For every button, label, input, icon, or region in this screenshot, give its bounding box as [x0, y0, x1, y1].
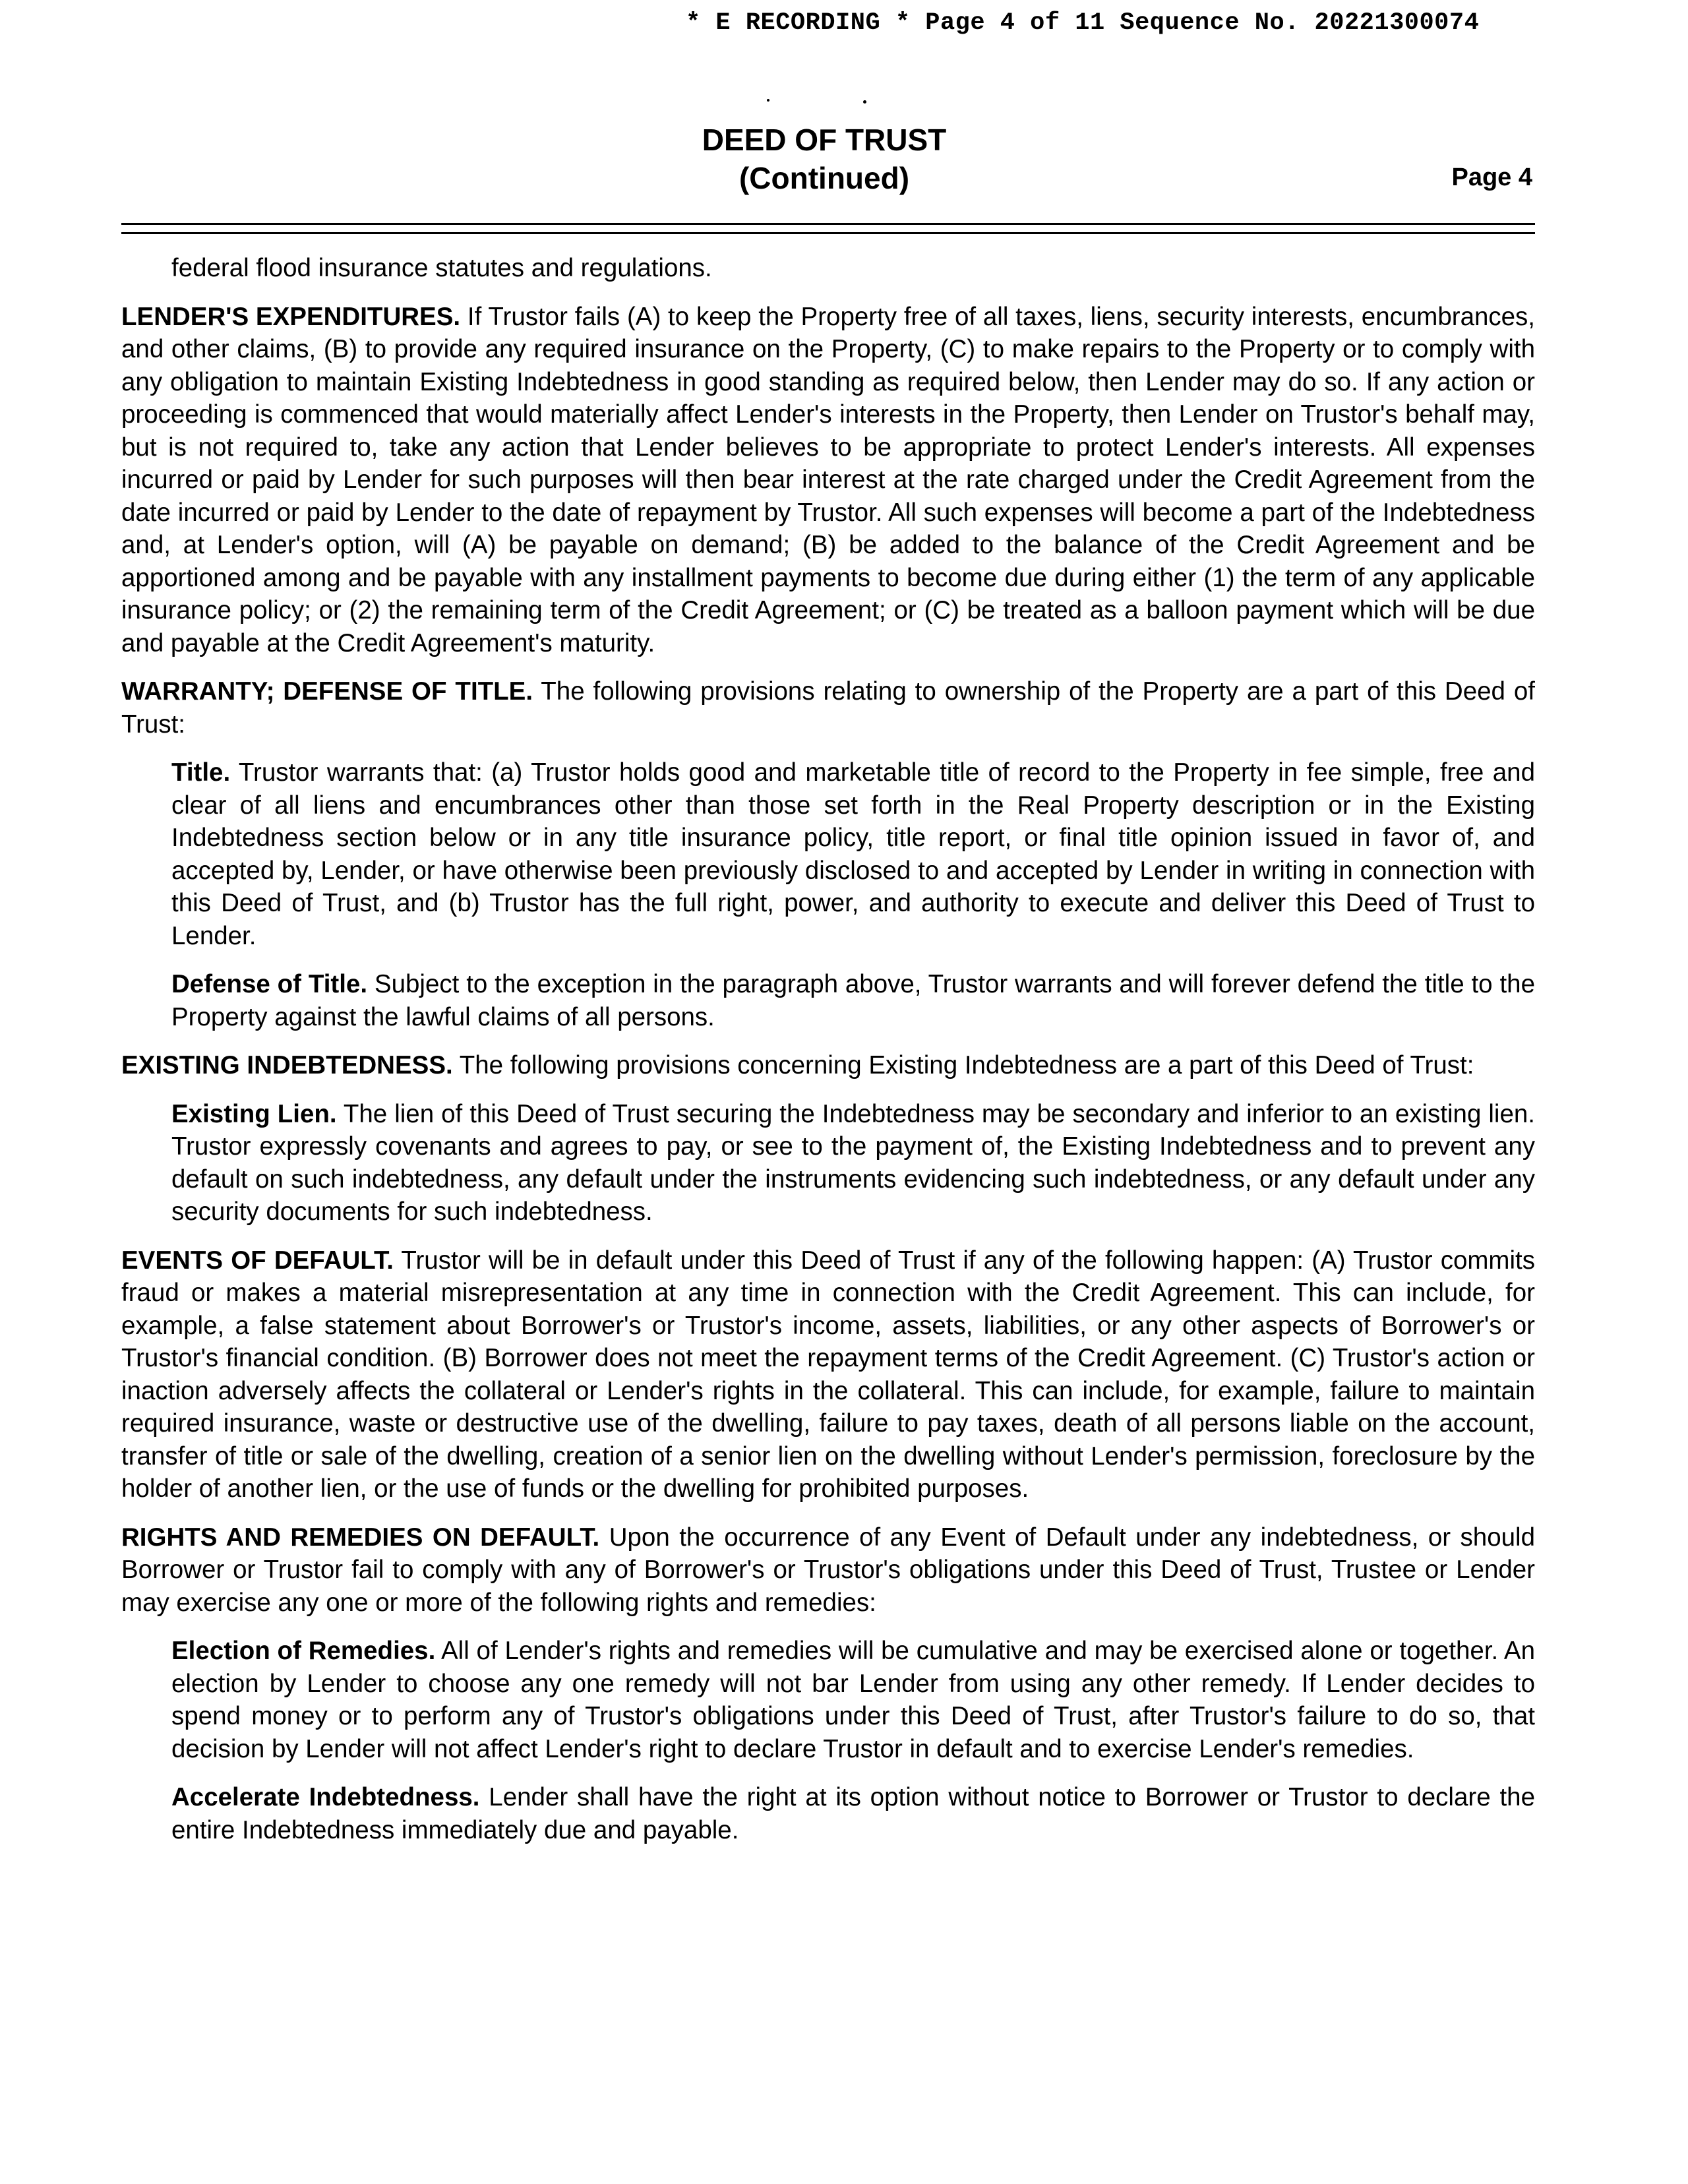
subsection-text: Trustor warrants that: (a) Trustor holds good and marketable title of record to the Property in fee simple, free and clear of all liens and encumbrances other than those set forth in the Real Property description or in the Existing Indebtedness section below or in any title insurance policy, title report, or final title opinion issued in favor of, and accepted by, Lender, or have otherwise been previously disclosed to and accepted by Lender in writing in connection with this Deed of Trust, and (b) Trustor has the full right, power, and authority to execute and deliver this Deed of Trust to Lender. [171, 758, 1535, 950]
subsection-text: Lender shall have the right at its option without notice to Borrower or Trustor to declare the entire Indebtedness immediately due and payable. [171, 1783, 1535, 1844]
subsection-text: The lien of this Deed of Trust securing the Indebtedness may be secondary and inferior to an existing lien. Trustor expressly covenants and agrees to pay, or see to the payment of, the Existing Indebtedness and to prevent any default on such indebtedness, any default under the instruments evidencing such indebtedness, or any default under any security documents for such indebtedness. [171, 1099, 1535, 1226]
section-heading: WARRANTY; DEFENSE OF TITLE. [121, 677, 533, 706]
section-text: The following provisions concerning Existing Indebtedness are a part of this Deed of Trust: [452, 1051, 1474, 1079]
page-number: Page 4 [1451, 164, 1532, 191]
subsection-heading: Existing Lien. [171, 1099, 337, 1128]
subsection-defense-of-title [171, 968, 1535, 1033]
subsection-heading: Title. [171, 758, 231, 787]
section-warranty-defense-of-title [121, 675, 1535, 741]
recording-stamp: * E RECORDING * Page 4 of 11 Sequence No. 20221300074 [686, 9, 1480, 37]
section-text: The following provisions relating to ownership of the Property are a part of this Deed of Trust: [121, 677, 1535, 739]
section-text: Trustor will be in default under this Deed of Trust if any of the following happen: (A) Trustor commits fraud or makes a material misrepresentation at any time in connection with the Credit Agreement. This can include, for example, a false statement about Borrower's or Trustor's income, assets, liabilities, or any other aspects of Borrower's or Trustor's financial condition. (B) Borrower does not meet the repayment terms of the Credit Agreement. (C) Trustor's action or inaction adversely affects the collateral or Lender's rights in the collateral. This can include, for example, failure to maintain required insurance, waste or destructive use of the dwelling, failure to pay taxes, death of all persons liable on the account, transfer of title or sale of the dwelling, creation of a senior lien on the dwelling without Lender's permission, foreclosure by the holder of another lien, or the use of funds or the dwelling for prohibited purposes. [121, 1246, 1535, 1503]
paragraph-continuation: federal flood insurance statutes and regulations. [171, 254, 712, 282]
section-heading: LENDER'S EXPENDITURES. [121, 302, 461, 331]
section-heading: EVENTS OF DEFAULT. [121, 1246, 394, 1275]
document-title-block [0, 121, 1648, 197]
scan-speck [767, 99, 769, 102]
subsection-text: Subject to the exception in the paragraph above, Trustor warrants and will forever defend the title to the Property against the lawful claims of all persons. [171, 970, 1535, 1031]
subsection-heading: Election of Remedies. [171, 1637, 436, 1665]
document-title: DEED OF TRUST [702, 123, 947, 157]
subsection-election-of-remedies [171, 1635, 1535, 1765]
subsection-existing-lien [171, 1098, 1535, 1228]
scan-speck [863, 100, 866, 104]
section-heading: EXISTING INDEBTEDNESS. [121, 1051, 453, 1079]
section-text: Upon the occurrence of any Event of Default under any indebtedness, or should Borrower or Trustor fail to comply with any of Borrower's or Trustor's obligations under this Deed of Trust, Trustee or Lender may exercise any one or more of the following rights and remedies: [121, 1523, 1535, 1617]
document-subtitle: (Continued) [738, 161, 910, 195]
subsection-title [171, 756, 1535, 952]
subsection-heading: Accelerate Indebtedness. [171, 1783, 480, 1811]
section-text: If Trustor fails (A) to keep the Property free of all taxes, liens, security interests, encumbrances, and other claims, (B) to provide any required insurance on the Property, (C) to make repairs to the Property or to comply with any obligation to maintain Existing Indebtedness in good standing as required below, then Lender may do so. If any action or proceeding is commenced that would materially affect Lender's interests in the Property, then Lender on Trustor's behalf may, but is not required to, take any action that Lender believes to be appropriate to protect Lender's interests. All expenses incurred or paid by Lender for such purposes will then bear interest at the rate charged under the Credit Agreement from the date incurred or paid by Lender to the date of repayment by Trustor. All such expenses will become a part of the Indebtedness and, at Lender's option, will (A) be payable on demand; (B) be added to the balance of the Credit Agreement and be apportioned among and be payable with any installment payments to become due during either (1) the term of any applicable insurance policy; or (2) the remaining term of the Credit Agreement; or (C) be treated as a balloon payment which will be due and payable at the Credit Agreement's maturity. [121, 302, 1535, 657]
document-body [121, 252, 1535, 1862]
section-rights-and-remedies [121, 1521, 1535, 1620]
section-heading: RIGHTS AND REMEDIES ON DEFAULT. [121, 1523, 600, 1552]
section-lenders-expenditures [121, 301, 1535, 660]
section-events-of-default [121, 1244, 1535, 1505]
subsection-accelerate-indebtedness [171, 1781, 1535, 1846]
section-existing-indebtedness [121, 1049, 1535, 1082]
header-divider-bottom [121, 232, 1535, 234]
subsection-text: All of Lender's rights and remedies will be cumulative and may be exercised alone or together. An election by Lender to choose any one remedy will not bar Lender from using any other remedy. If Lender decides to spend money or to perform any of Trustor's obligations under this Deed of Trust, after Trustor's failure to do so, that decision by Lender will not affect Lender's right to declare Trustor in default and to exercise Lender's remedies. [171, 1637, 1536, 1763]
header-divider-top [121, 223, 1535, 225]
subsection-heading: Defense of Title. [171, 970, 368, 998]
